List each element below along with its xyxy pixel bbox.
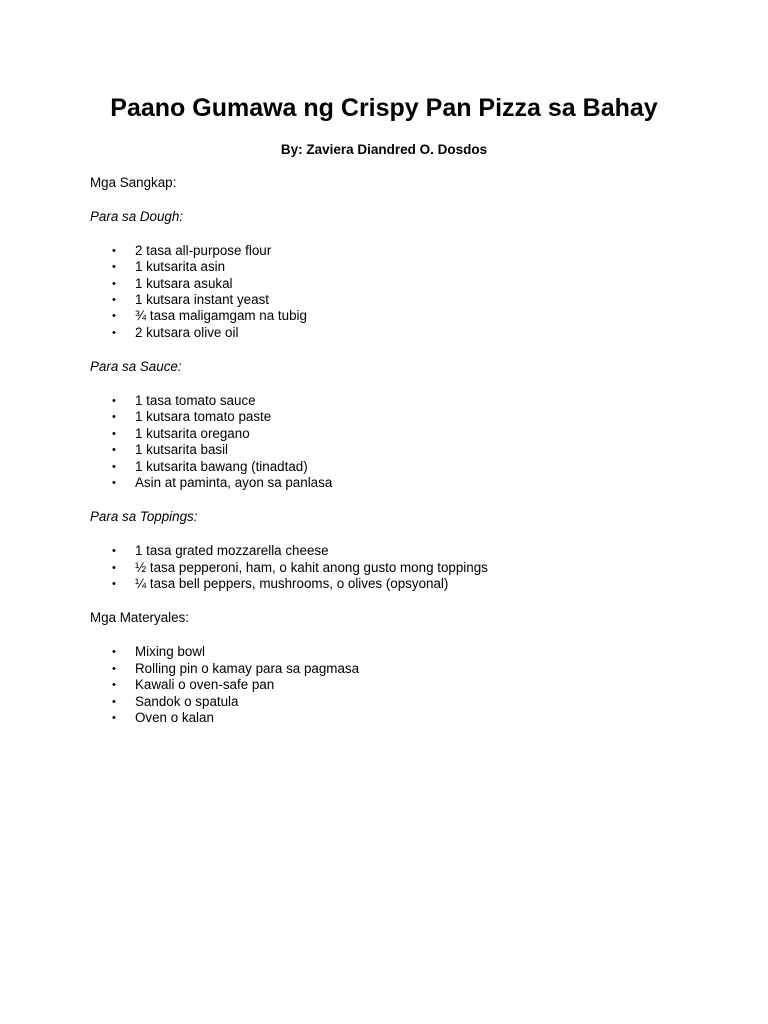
bullet-icon: • [112, 244, 116, 257]
list-item [90, 426, 690, 442]
list-item [90, 243, 690, 259]
dough-heading: Para sa Dough: [90, 208, 184, 224]
list-item-text: Asin at paminta, ayon sa panlasa [135, 475, 333, 491]
toppings-heading: Para sa Toppings: [90, 509, 198, 525]
ingredients-heading: Mga Sangkap: [90, 175, 177, 190]
list-item [90, 644, 690, 660]
list-item [90, 459, 690, 475]
bullet-icon: • [112, 477, 116, 490]
list-item [90, 661, 690, 677]
list-item-text: Sandok o spatula [135, 693, 239, 709]
toppings-list [90, 543, 690, 592]
bullet-icon: • [112, 261, 116, 274]
list-item-text: ¾ tasa maligamgam na tubig [135, 308, 307, 324]
list-item-text: ¼ tasa bell peppers, mushrooms, o olives (opsyonal) [135, 576, 449, 592]
list-item [90, 560, 690, 576]
document-author: By: Zaviera Diandred O. Dosdos [280, 142, 488, 157]
list-item-text: Kawali o oven-safe pan [135, 677, 275, 693]
list-item [90, 442, 690, 458]
list-item [90, 710, 690, 726]
bullet-icon: • [112, 310, 116, 323]
list-item [90, 292, 690, 308]
sauce-heading: Para sa Sauce: [90, 359, 182, 375]
list-item-text: Mixing bowl [135, 644, 205, 660]
bullet-icon: • [112, 679, 116, 692]
list-item [90, 543, 690, 559]
list-item-text: Oven o kalan [135, 709, 214, 725]
bullet-icon: • [112, 578, 116, 591]
list-item [90, 409, 690, 425]
materials-heading: Mga Materyales: [90, 610, 189, 626]
bullet-icon: • [112, 411, 116, 424]
list-item [90, 308, 690, 324]
list-item-text: 2 kutsara olive oil [135, 324, 239, 340]
list-item [90, 393, 690, 409]
list-item [90, 576, 690, 592]
bullet-icon: • [112, 561, 116, 574]
list-item-text: 1 kutsara asukal [135, 275, 233, 291]
list-item-text: 1 kutsarita oregano [135, 425, 250, 441]
dough-list [90, 243, 690, 341]
list-item [90, 276, 690, 292]
materials-list [90, 644, 690, 726]
list-item-text: 1 kutsarita asin [135, 259, 226, 275]
bullet-icon: • [112, 646, 116, 659]
bullet-icon: • [112, 662, 116, 675]
list-item [90, 694, 690, 710]
list-item-text: ½ tasa pepperoni, ham, o kahit anong gusto mong toppings [135, 559, 488, 575]
list-item-text: 1 tasa tomato sauce [135, 393, 256, 409]
bullet-icon: • [112, 395, 116, 408]
bullet-icon: • [112, 545, 116, 558]
list-item [90, 475, 690, 491]
bullet-icon: • [112, 427, 116, 440]
sauce-list [90, 393, 690, 491]
bullet-icon: • [112, 326, 116, 339]
list-item-text: 1 kutsarita bawang (tinadtad) [135, 458, 308, 474]
list-item [90, 677, 690, 693]
bullet-icon: • [112, 460, 116, 473]
bullet-icon: • [112, 293, 116, 306]
bullet-icon: • [112, 444, 116, 457]
bullet-icon: • [112, 277, 116, 290]
list-item-text: Rolling pin o kamay para sa pagmasa [135, 660, 360, 676]
list-item-text: 2 tasa all-purpose flour [135, 242, 272, 258]
list-item-text: 1 kutsara instant yeast [135, 291, 269, 307]
list-item [90, 259, 690, 275]
document-title: Paano Gumawa ng Crispy Pan Pizza sa Bahay [110, 94, 658, 122]
document-body [90, 175, 690, 744]
list-item-text: 1 tasa grated mozzarella cheese [135, 543, 329, 559]
bullet-icon: • [112, 695, 116, 708]
list-item-text: 1 kutsarita basil [135, 442, 229, 458]
bullet-icon: • [112, 711, 116, 724]
list-item [90, 325, 690, 341]
list-item-text: 1 kutsara tomato paste [135, 409, 272, 425]
